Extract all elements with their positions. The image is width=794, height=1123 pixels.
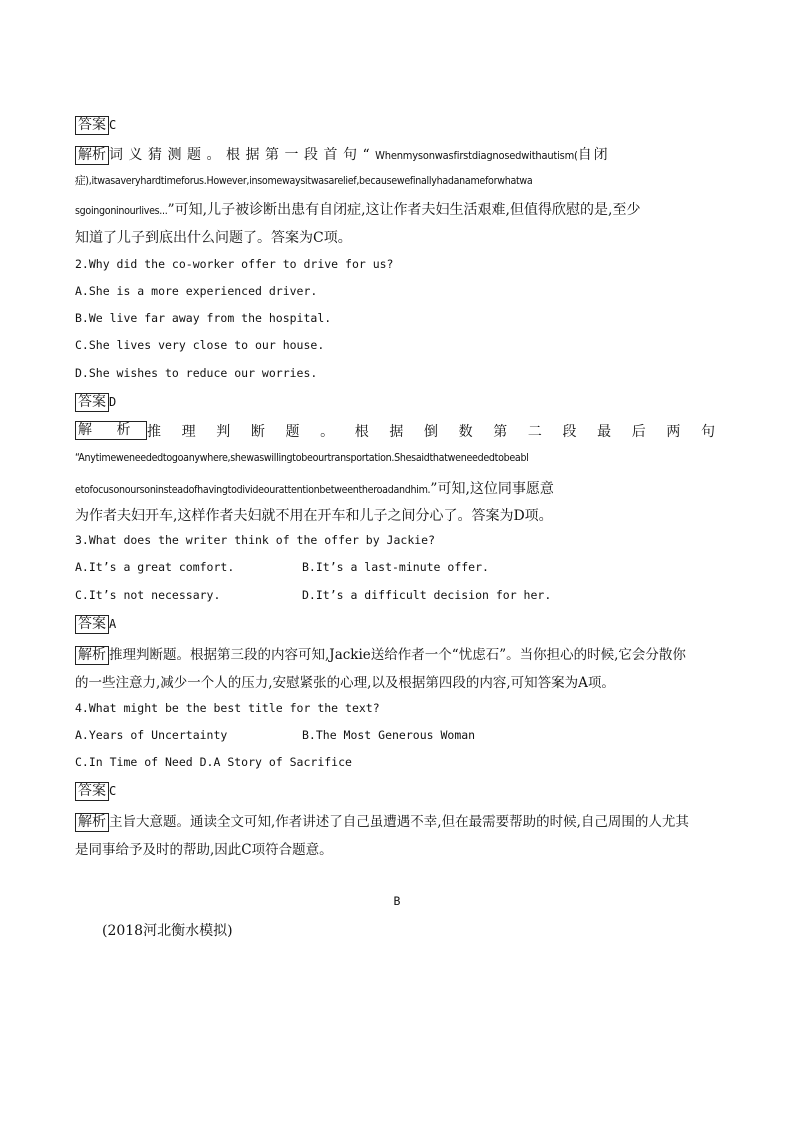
answer-tag: 答案 — [75, 615, 109, 634]
q4-answer-line — [75, 780, 720, 801]
q3-option-c: C.It’s not necessary. — [75, 588, 221, 602]
q4-option-a: A.Years of Uncertainty — [75, 728, 228, 742]
q3-analysis-line-1: 解析 推理判断题。根据第三段的内容可知,Jackie送给作者一个“忧虑石”。当你担心的时候,它会分散你 — [75, 643, 720, 665]
q3-option-d: D.It’s a difficult decision for her. — [302, 588, 552, 602]
q4-analysis-line-2: 是同事给予及时的帮助,因此C项符合题意。 — [75, 842, 333, 858]
q4-option-b: B.The Most Generous Woman — [302, 728, 476, 742]
analysis-tag: 解析 — [75, 813, 109, 832]
q1-analysis-line-2: 症),itwasaveryhardtimeforus.However,insomewaysitwasarelief,becausewefinallyhadanameforwhatwa — [75, 175, 533, 187]
q3-option-a: A.It’s a great comfort. — [75, 560, 235, 574]
q3-analysis-line-2: 的一些注意力,减少一个人的压力,安慰紧张的心理,以及根据第四段的内容,可知答案为A项。 — [75, 675, 615, 691]
q2-analysis-line-4: 为作者夫妇开车,这样作者夫妇就不用在开车和儿子之间分心了。答案为D项。 — [75, 508, 553, 524]
q4-question: 4.What might be the best title for the text? — [75, 701, 380, 715]
section-letter: B — [393, 894, 401, 908]
answer-tag: 答案 — [75, 782, 109, 801]
q1-answer-line — [75, 114, 720, 135]
q2-analysis-line-2: “Anytimeweneededtogoanywhere,shewaswillingtobeourtransportation.Shesaidthatweneededtobeabl — [75, 452, 529, 464]
q1-answer-value: C — [109, 118, 117, 132]
q3-option-b: B.It’s a last-minute offer. — [302, 560, 489, 574]
q1-analysis-line-4: 知道了儿子到底出什么问题了。答案为C项。 — [75, 230, 352, 246]
q4-option-c-d: C.In Time of Need D.A Story of Sacrifice — [75, 755, 352, 769]
q2-option-b: B.We live far away from the hospital. — [75, 311, 332, 325]
q3-question: 3.What does the writer think of the offer by Jackie? — [75, 533, 436, 547]
analysis-tag: 解 析 — [75, 421, 147, 440]
q4-analysis-line-1: 解析 主旨大意题。通读全文可知,作者讲述了自己虽遭遇不幸,但在最需要帮助的时候,自己周围的人尤其 — [75, 810, 720, 832]
q2-option-c: C.She lives very close to our house. — [75, 338, 325, 352]
q2-analysis-line-3: etofocusonoursoninsteadofhavingtodivideourattentionbetweentheroadandhim.”可知,这位同事愿意 — [75, 481, 554, 497]
analysis-tag: 解析 — [75, 146, 109, 165]
q2-answer-line — [75, 391, 720, 412]
q1-analysis-line-1: 解析 词义猜测题。根据第一段首句“Whenmysonwasfirstdiagnosedwithautism(自闭 — [75, 144, 720, 165]
q3-answer-line — [75, 613, 720, 634]
q2-question: 2.Why did the co-worker offer to drive for us? — [75, 257, 394, 271]
q2-option-a: A.She is a more experienced driver. — [75, 284, 318, 298]
answer-tag: 答案 — [75, 393, 109, 412]
q2-analysis-line-1: 解 析 推理判断题。根据倒数第二段最后两句 — [75, 421, 720, 441]
answer-tag: 答案 — [75, 116, 109, 135]
q4-answer-value: C — [109, 784, 117, 798]
q2-answer-value: D — [109, 395, 117, 409]
section-source: (2018河北衡水模拟) — [102, 923, 233, 939]
q1-analysis-line-3: sgoingoninourlives...”可知,儿子被诊断出患有自闭症,这让作者夫妇生活艰难,但值得欣慰的是,至少 — [75, 202, 641, 218]
q2-option-d: D.She wishes to reduce our worries. — [75, 366, 318, 380]
q3-answer-value: A — [109, 617, 117, 631]
analysis-tag: 解析 — [75, 646, 109, 665]
